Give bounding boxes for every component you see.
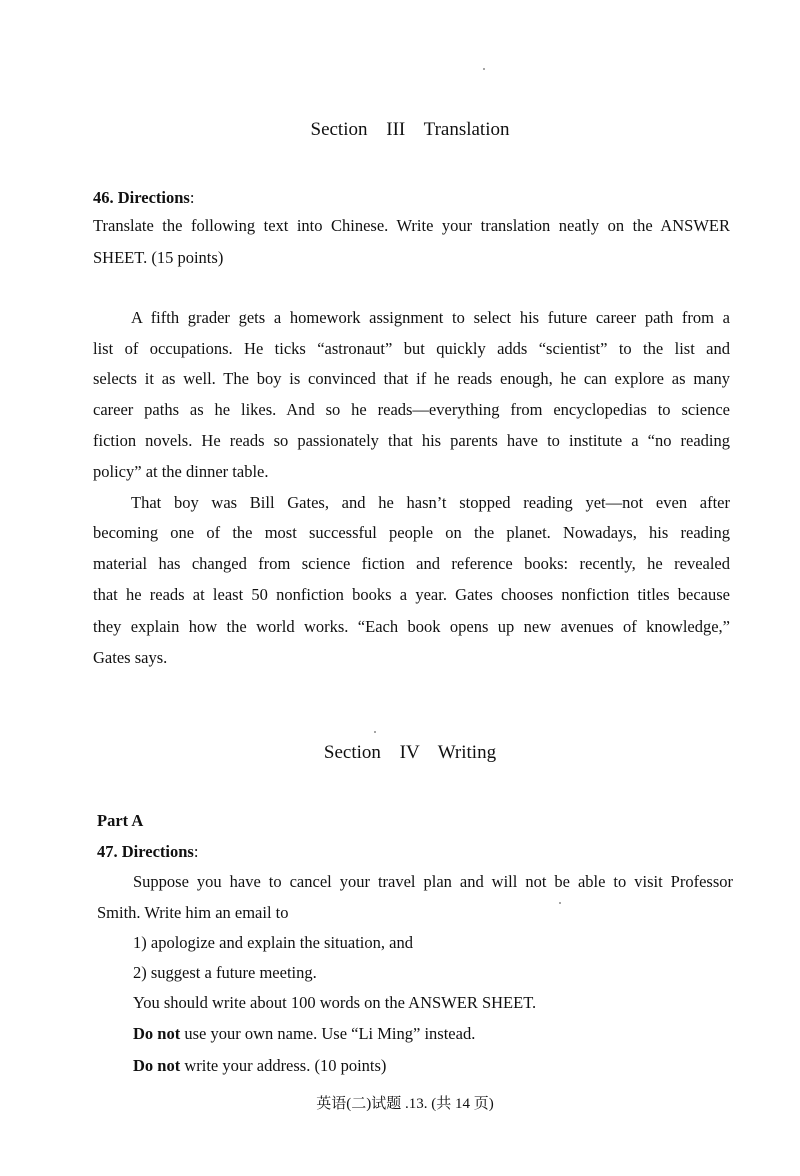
q46-instruction-line-2: SHEET. (15 points)	[93, 248, 224, 267]
q47-line-1: Suppose you have to cancel your travel plan and will not be able to visit Professor	[133, 872, 733, 891]
q47-heading-colon: :	[193, 842, 199, 861]
passage-line: list of occupations. He ticks “astronaut” but quickly adds “scientist” to the list and	[93, 339, 730, 358]
passage-line: Gates says.	[93, 648, 168, 667]
q46-heading-label: 46. Directions	[93, 188, 190, 207]
passage-line: selects it as well. The boy is convinced that if he reads enough, he can explore as many	[93, 369, 730, 388]
page-footer: 英语(二)试题 .13. (共 14 页)	[316, 1096, 494, 1112]
passage-line: That boy was Bill Gates, and he hasn’t stopped reading yet—not even after	[131, 493, 730, 512]
do-not-rest: use your own name. Use “Li Ming” instead.	[180, 1024, 476, 1043]
do-not-bold: Do not	[133, 1056, 181, 1075]
passage-line: policy” at the dinner table.	[93, 462, 269, 481]
q47-heading-label: 47. Directions	[97, 842, 194, 861]
scan-speck	[374, 731, 376, 733]
q47-line-2: Smith. Write him an email to	[97, 903, 289, 922]
q47-item-2: 2) suggest a future meeting.	[133, 963, 317, 982]
passage-line: career paths as he likes. And so he reads—everything from encyclopedias to science	[93, 400, 730, 419]
passage-line: material has changed from science fiction and reference books: recently, he revealed	[93, 554, 730, 573]
q47-do-not-2	[133, 1056, 386, 1076]
section-4-title: Section IV Writing	[323, 742, 497, 763]
do-not-rest: write your address. (10 points)	[180, 1056, 387, 1075]
q46-heading	[93, 188, 194, 208]
scan-speck	[559, 902, 561, 904]
passage-line: A fifth grader gets a homework assignment to select his future career path from a	[131, 308, 730, 327]
section-3-title: Section III Translation	[310, 119, 510, 140]
do-not-bold: Do not	[133, 1024, 181, 1043]
q47-do-not-1	[133, 1024, 475, 1044]
passage-line: that he reads at least 50 nonfiction books a year. Gates chooses nonfiction titles because	[93, 585, 730, 604]
q47-line-3: You should write about 100 words on the ANSWER SHEET.	[133, 993, 537, 1012]
passage-line: fiction novels. He reads so passionately that his parents have to institute a “no reading	[93, 431, 730, 450]
part-a-heading: Part A	[97, 811, 144, 830]
scan-speck	[483, 68, 485, 70]
passage-line: becoming one of the most successful people on the planet. Nowadays, his reading	[93, 523, 730, 542]
q46-instruction-line-1: Translate the following text into Chinese. Write your translation neatly on the ANSWER	[93, 216, 730, 235]
passage-line: they explain how the world works. “Each book opens up new avenues of knowledge,”	[93, 617, 730, 636]
q47-item-1: 1) apologize and explain the situation, and	[133, 933, 413, 952]
q46-heading-colon: :	[189, 188, 195, 207]
q47-heading	[97, 842, 198, 862]
